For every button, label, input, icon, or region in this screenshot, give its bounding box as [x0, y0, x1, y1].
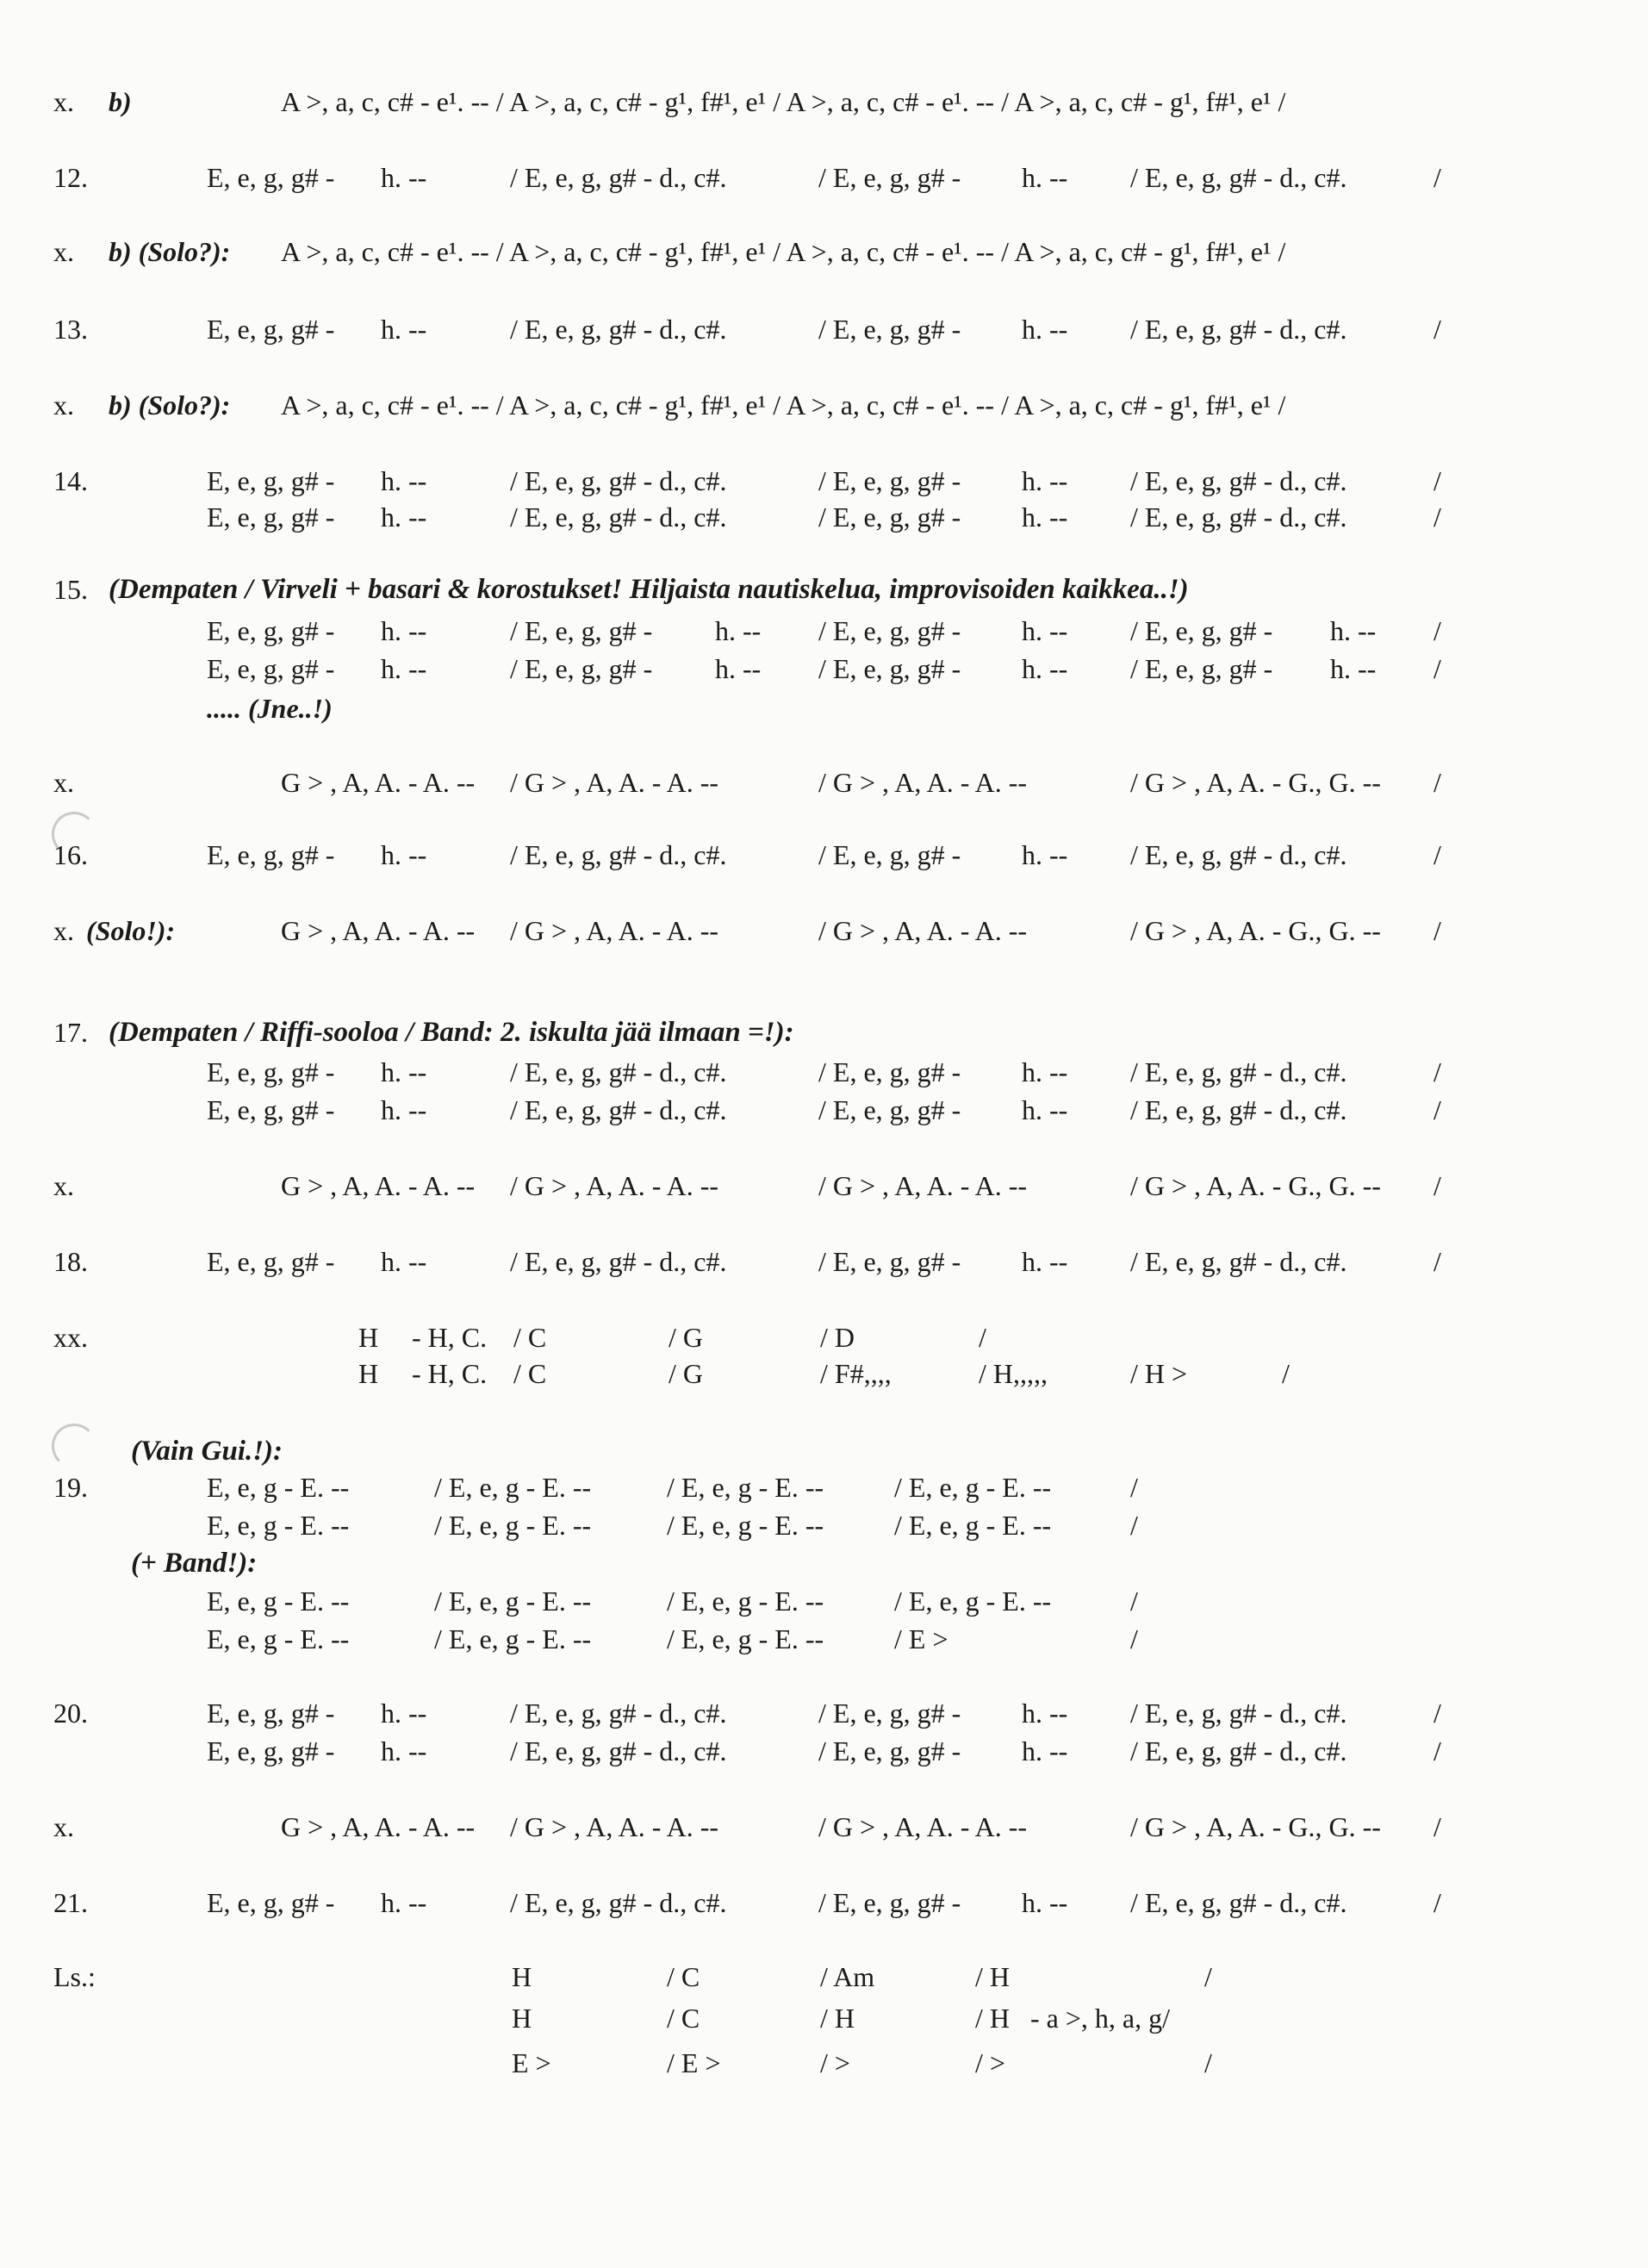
- notes-cell: h. --: [1022, 1735, 1068, 1766]
- notes-cell: / E, e, g, g# -: [818, 839, 961, 870]
- notes-cell: h. --: [1022, 1094, 1068, 1125]
- notes-cell: / E, e, g, g# - d., c#.: [1130, 162, 1347, 193]
- notes-cell: /: [1204, 2047, 1212, 2078]
- notes-cell: h. --: [715, 653, 762, 684]
- notes-cell: / F#,,,,: [820, 1358, 892, 1389]
- line-label: 17.: [53, 1017, 88, 1048]
- notes-cell: E, e, g, g# -: [207, 465, 335, 496]
- notes-cell: h. --: [1330, 615, 1377, 646]
- notes-cell: H: [512, 2003, 532, 2034]
- line-label: 16.: [53, 839, 88, 870]
- line: [0, 83, 1648, 121]
- notes-cell: H: [358, 1322, 379, 1353]
- notes-cell: A >, a, c, c# - e¹. -- / A >, a, c, c# - g¹, f#¹, e¹ / A >, a, c, c# - e¹. -- / A >, a, c, c# - g¹, f#¹, e¹ /: [281, 86, 1286, 117]
- notes-cell: A >, a, c, c# - e¹. -- / A >, a, c, c# - g¹, f#¹, e¹ / A >, a, c, c# - e¹. -- / A >, a, c, c# - g¹, f#¹, e¹ /: [281, 389, 1286, 421]
- notes-cell: h. --: [1022, 653, 1068, 684]
- notes-cell: / G > , A, A. - A. --: [818, 1811, 1028, 1842]
- notes-cell: /: [1130, 1623, 1138, 1654]
- notes-cell: / C: [667, 1961, 700, 1992]
- notes-cell: / E, e, g, g# - d., c#.: [510, 314, 727, 345]
- line-label: 12.: [53, 162, 88, 193]
- line-label: x.: [53, 1170, 74, 1201]
- line-label: 21.: [53, 1887, 88, 1918]
- notes-cell: G > , A, A. - A. --: [281, 767, 476, 798]
- notes-cell: / G > , A, A. - A. --: [510, 767, 719, 798]
- notes-cell: G > , A, A. - A. --: [281, 1170, 476, 1201]
- notes-cell: h. --: [1022, 839, 1068, 870]
- section-header: (Dempaten / Virveli + basari & korostukset! Hiljaista nautiskelua, improvisoiden kaikkea..!): [109, 574, 1189, 605]
- continuation-note: ..... (Jne..!): [207, 693, 333, 724]
- notes-cell: / G > , A, A. - A. --: [818, 915, 1028, 946]
- notes-cell: /: [1433, 915, 1441, 946]
- notes-cell: E, e, g, g# -: [207, 162, 335, 193]
- line: [0, 159, 1648, 196]
- notes-cell: / E, e, g, g# - d., c#.: [510, 162, 727, 193]
- line: [0, 1884, 1648, 1922]
- notes-cell: / G: [669, 1358, 703, 1389]
- line: [0, 570, 1648, 608]
- line-sublabel: b) (Solo?):: [109, 389, 231, 421]
- notes-cell: / E, e, g - E. --: [434, 1472, 592, 1503]
- notes-cell: h. --: [1022, 1246, 1068, 1277]
- notes-cell: /: [1433, 1094, 1441, 1125]
- notes-cell: / E, e, g, g# - d., c#.: [510, 1698, 727, 1729]
- notes-cell: E >: [512, 2047, 551, 2078]
- notes-cell: / E, e, g, g# - d., c#.: [1130, 1056, 1347, 1087]
- notes-cell: /: [1130, 1472, 1138, 1503]
- notes-cell: h. --: [381, 839, 427, 870]
- line-sublabel: (Solo!):: [86, 915, 176, 946]
- line: [0, 1582, 1648, 1620]
- notes-cell: / G: [669, 1322, 703, 1353]
- notes-cell: / E, e, g, g# -: [1130, 653, 1273, 684]
- line-label: xx.: [53, 1322, 88, 1353]
- notes-cell: / E, e, g, g# - d., c#.: [1130, 1246, 1347, 1277]
- notes-cell: / E, e, g, g# -: [818, 162, 961, 193]
- notes-cell: / >: [975, 2047, 1005, 2078]
- notes-cell: / G > , A, A. - A. --: [510, 1170, 719, 1201]
- notes-cell: /: [1433, 314, 1441, 345]
- notes-cell: /: [1433, 465, 1441, 496]
- notes-cell: /: [1282, 1358, 1290, 1389]
- notes-cell: / E, e, g, g# - d., c#.: [1130, 1094, 1347, 1125]
- notes-cell: / E, e, g, g# - d., c#.: [1130, 1698, 1347, 1729]
- line: [0, 912, 1648, 950]
- line: [0, 1958, 1648, 1996]
- notes-cell: E, e, g, g# -: [207, 1056, 335, 1087]
- notes-cell: E, e, g, g# -: [207, 1735, 335, 1766]
- notes-cell: / E, e, g, g# - d., c#.: [1130, 314, 1347, 345]
- notes-cell: /: [979, 1322, 986, 1353]
- line: [0, 1243, 1648, 1280]
- notes-cell: h. --: [381, 615, 427, 646]
- notes-cell: h. --: [381, 1698, 427, 1729]
- notes-cell: / E, e, g - E. --: [667, 1472, 824, 1503]
- line: [0, 836, 1648, 874]
- notes-cell: G > , A, A. - A. --: [281, 1811, 476, 1842]
- notes-cell: / G > , A, A. - A. --: [818, 1170, 1028, 1201]
- line-label: 14.: [53, 465, 88, 496]
- notes-cell: h. --: [381, 1056, 427, 1087]
- notes-cell: E, e, g, g# -: [207, 1698, 335, 1729]
- line-label: 20.: [53, 1698, 88, 1729]
- notes-cell: / H - a >, h, a, g/: [975, 2003, 1170, 2034]
- line-label: 19.: [53, 1472, 88, 1503]
- notes-cell: - H, C.: [412, 1322, 488, 1353]
- notes-cell: h. --: [381, 1887, 427, 1918]
- notes-cell: h. --: [381, 653, 427, 684]
- notes-cell: /: [1433, 1246, 1441, 1277]
- notes-cell: h. --: [1022, 502, 1068, 533]
- notes-cell: h. --: [1022, 1698, 1068, 1729]
- notes-cell: E, e, g, g# -: [207, 314, 335, 345]
- notes-cell: h. --: [715, 615, 762, 646]
- notes-cell: / E, e, g - E. --: [667, 1510, 824, 1541]
- line: [0, 498, 1648, 536]
- line-label: x.: [53, 236, 74, 267]
- notes-cell: / E >: [894, 1623, 948, 1654]
- notes-cell: E, e, g, g# -: [207, 1246, 335, 1277]
- line-label: x.: [53, 915, 74, 946]
- notes-cell: / E, e, g - E. --: [894, 1510, 1052, 1541]
- notes-cell: /: [1433, 1698, 1441, 1729]
- notes-cell: E, e, g, g# -: [207, 502, 335, 533]
- line: [0, 1167, 1648, 1205]
- line: [0, 1432, 1648, 1470]
- notes-cell: E, e, g, g# -: [207, 1094, 335, 1125]
- notes-cell: G > , A, A. - A. --: [281, 915, 476, 946]
- notes-cell: E, e, g - E. --: [207, 1472, 350, 1503]
- notes-cell: / E, e, g, g# -: [510, 653, 653, 684]
- notes-cell: h. --: [381, 162, 427, 193]
- notes-cell: /: [1433, 615, 1441, 646]
- line: [0, 1091, 1648, 1129]
- notes-cell: / E >: [667, 2047, 721, 2078]
- notes-cell: / G > , A, A. - A. --: [818, 767, 1028, 798]
- notes-cell: / E, e, g, g# -: [818, 1056, 961, 1087]
- notes-cell: / G > , A, A. - A. --: [510, 915, 719, 946]
- line-label: x.: [53, 1811, 74, 1842]
- line: [0, 1999, 1648, 2037]
- notes-cell: / E, e, g, g# - d., c#.: [510, 502, 727, 533]
- line: [0, 1732, 1648, 1770]
- line: [0, 763, 1648, 801]
- notes-cell: h. --: [381, 465, 427, 496]
- line-label: x.: [53, 767, 74, 798]
- notes-cell: / E, e, g, g# -: [818, 502, 961, 533]
- notes-cell: / E, e, g, g# - d., c#.: [510, 1056, 727, 1087]
- section-header: (Dempaten / Riffi-sooloa / Band: 2. iskulta jää ilmaan =!):: [109, 1017, 794, 1048]
- notes-cell: / E, e, g, g# -: [1130, 615, 1273, 646]
- line: [0, 233, 1648, 271]
- notes-cell: / G > , A, A. - G., G. --: [1130, 1811, 1381, 1842]
- notes-cell: / D: [820, 1322, 855, 1353]
- notes-cell: / E, e, g, g# - d., c#.: [510, 839, 727, 870]
- section-header: (Vain Gui.!):: [131, 1436, 283, 1467]
- notes-cell: h. --: [1022, 1056, 1068, 1087]
- section-header: (+ Band!):: [131, 1548, 258, 1579]
- line: [0, 1694, 1648, 1732]
- notes-cell: h. --: [381, 1094, 427, 1125]
- notes-cell: h. --: [1022, 465, 1068, 496]
- notes-cell: h. --: [1022, 162, 1068, 193]
- notes-cell: / H,,,,,: [979, 1358, 1048, 1389]
- notes-cell: / Am: [820, 1961, 875, 1992]
- notes-cell: h. --: [381, 502, 427, 533]
- line: [0, 310, 1648, 348]
- notes-cell: / E, e, g, g# - d., c#.: [510, 1887, 727, 1918]
- notes-cell: E, e, g - E. --: [207, 1510, 350, 1541]
- line-label: Ls.:: [53, 1961, 96, 1992]
- notes-cell: / C: [667, 2003, 700, 2034]
- notes-cell: / E, e, g, g# - d., c#.: [1130, 502, 1347, 533]
- notes-cell: h. --: [1330, 653, 1377, 684]
- line-label: 18.: [53, 1246, 88, 1277]
- notes-cell: h. --: [381, 1246, 427, 1277]
- line: [0, 2044, 1648, 2082]
- notes-cell: / >: [820, 2047, 850, 2078]
- notes-cell: / E, e, g, g# -: [818, 653, 961, 684]
- notes-cell: / E, e, g - E. --: [667, 1586, 824, 1617]
- notes-cell: / E, e, g, g# - d., c#.: [510, 465, 727, 496]
- notes-cell: / H: [975, 1961, 1010, 1992]
- notes-cell: / E, e, g, g# - d., c#.: [1130, 1735, 1347, 1766]
- line: [0, 1544, 1648, 1582]
- notes-cell: / C: [513, 1322, 547, 1353]
- notes-cell: /: [1130, 1586, 1138, 1617]
- notes-cell: /: [1130, 1510, 1138, 1541]
- line: [0, 612, 1648, 650]
- line: [0, 1468, 1648, 1506]
- notes-cell: / E, e, g, g# -: [818, 314, 961, 345]
- notes-cell: h. --: [1022, 1887, 1068, 1918]
- notes-cell: - H, C.: [412, 1358, 488, 1389]
- notes-cell: E, e, g, g# -: [207, 615, 335, 646]
- notes-cell: /: [1433, 162, 1441, 193]
- notes-cell: / E, e, g, g# - d., c#.: [510, 1094, 727, 1125]
- notes-cell: E, e, g - E. --: [207, 1623, 350, 1654]
- line: [0, 1808, 1648, 1846]
- notes-cell: /: [1433, 653, 1441, 684]
- notes-cell: E, e, g, g# -: [207, 653, 335, 684]
- notes-cell: /: [1433, 1811, 1441, 1842]
- line: [0, 689, 1648, 727]
- notes-cell: / E, e, g, g# - d., c#.: [510, 1735, 727, 1766]
- notes-cell: /: [1433, 1735, 1441, 1766]
- notes-cell: /: [1433, 1887, 1441, 1918]
- line-label: x.: [53, 86, 74, 117]
- notes-cell: E, e, g, g# -: [207, 839, 335, 870]
- notes-cell: / G > , A, A. - G., G. --: [1130, 915, 1381, 946]
- line: [0, 462, 1648, 500]
- line: [0, 1318, 1648, 1356]
- notes-cell: / E, e, g, g# - d., c#.: [1130, 465, 1347, 496]
- notes-cell: A >, a, c, c# - e¹. -- / A >, a, c, c# - g¹, f#¹, e¹ / A >, a, c, c# - e¹. -- / A >, a, c, c# - g¹, f#¹, e¹ /: [281, 236, 1286, 267]
- notes-cell: / E, e, g, g# -: [818, 1246, 961, 1277]
- line: [0, 1355, 1648, 1393]
- notes-cell: / E, e, g - E. --: [434, 1586, 592, 1617]
- notes-cell: / C: [513, 1358, 547, 1389]
- notes-cell: / H >: [1130, 1358, 1188, 1389]
- notes-cell: H: [358, 1358, 379, 1389]
- line-sublabel: b) (Solo?):: [109, 236, 231, 267]
- notes-cell: /: [1433, 1056, 1441, 1087]
- line-label: 13.: [53, 314, 88, 345]
- notes-cell: h. --: [381, 1735, 427, 1766]
- notes-cell: /: [1433, 1170, 1441, 1201]
- notes-cell: / E, e, g, g# - d., c#.: [1130, 1887, 1347, 1918]
- notes-cell: /: [1433, 767, 1441, 798]
- line: [0, 1053, 1648, 1091]
- notes-cell: / E, e, g, g# - d., c#.: [510, 1246, 727, 1277]
- line-label: x.: [53, 389, 74, 421]
- notes-cell: /: [1433, 839, 1441, 870]
- notes-cell: h. --: [1022, 314, 1068, 345]
- notes-cell: / E, e, g, g# -: [818, 615, 961, 646]
- notes-cell: / E, e, g - E. --: [667, 1623, 824, 1654]
- line: [0, 650, 1648, 688]
- notes-cell: / E, e, g - E. --: [434, 1510, 592, 1541]
- notes-cell: H: [512, 1961, 532, 1992]
- notes-cell: / G > , A, A. - G., G. --: [1130, 1170, 1381, 1201]
- notes-cell: / E, e, g, g# -: [818, 465, 961, 496]
- notes-cell: / H: [820, 2003, 855, 2034]
- line-label: 15.: [53, 574, 88, 605]
- notes-cell: / E, e, g - E. --: [434, 1623, 592, 1654]
- notes-cell: / E, e, g, g# -: [818, 1887, 961, 1918]
- line: [0, 1620, 1648, 1658]
- notes-cell: / E, e, g, g# -: [818, 1698, 961, 1729]
- notes-cell: h. --: [1022, 615, 1068, 646]
- notes-cell: / E, e, g, g# -: [818, 1735, 961, 1766]
- notes-cell: / E, e, g, g# - d., c#.: [1130, 839, 1347, 870]
- line: [0, 1013, 1648, 1051]
- notes-cell: / G > , A, A. - G., G. --: [1130, 767, 1381, 798]
- notes-cell: h. --: [381, 314, 427, 345]
- notes-cell: /: [1433, 502, 1441, 533]
- notes-cell: / G > , A, A. - A. --: [510, 1811, 719, 1842]
- notes-cell: / E, e, g - E. --: [894, 1472, 1052, 1503]
- line: [0, 386, 1648, 424]
- line: [0, 1506, 1648, 1544]
- notes-cell: / E, e, g - E. --: [894, 1586, 1052, 1617]
- notes-cell: E, e, g - E. --: [207, 1586, 350, 1617]
- notes-cell: / E, e, g, g# -: [818, 1094, 961, 1125]
- line-sublabel: b): [109, 86, 132, 117]
- notes-cell: E, e, g, g# -: [207, 1887, 335, 1918]
- notes-cell: / E, e, g, g# -: [510, 615, 653, 646]
- notes-cell: /: [1204, 1961, 1212, 1992]
